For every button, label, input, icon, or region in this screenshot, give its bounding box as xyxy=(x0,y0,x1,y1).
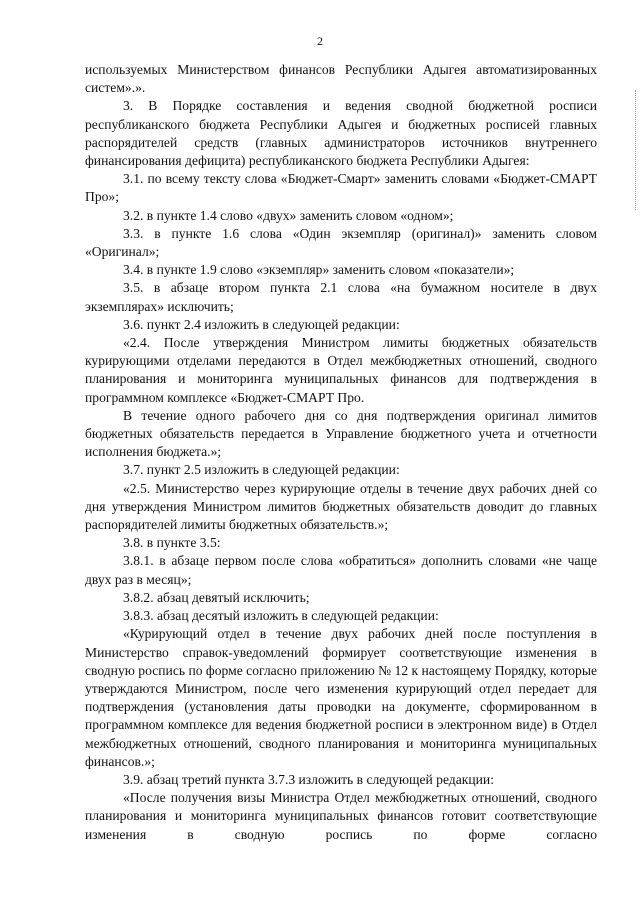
paragraph-item-3-1: 3.1. по всему тексту слова «Бюджет-Смарт» заменить словами «Бюджет-СМАРТ Про»; xyxy=(85,171,597,205)
paragraph-item-3-8-1: 3.8.1. в абзаце первом после слова «обратиться» дополнить словами «не чаще двух раз в месяц»; xyxy=(85,553,597,587)
paragraph-item-3: 3. В Порядке составления и ведения сводной бюджетной росписи республиканского бюджета Республики Адыгея и бюджетных росписей главных распорядителей средств (главных администраторов источников внутреннего финансирования дефицита) республиканского бюджета Республики Адыгея: xyxy=(85,98,597,169)
scan-edge-artifact xyxy=(629,90,636,210)
paragraph-item-3-2: 3.2. в пункте 1.4 слово «двух» заменить словом «одном»; xyxy=(123,207,454,223)
paragraph-quote-2-4: «2.4. После утверждения Министром лимиты бюджетных обязательств курирующими отделами передаются в Отдел межбюджетных отношений, сводного планирования и мониторинга муниципальных финансов для подтверждения в программном комплексе «Бюджет-СМАРТ Про. xyxy=(85,335,597,405)
paragraph-item-3-6: 3.6. пункт 2.4 изложить в следующей редакции: xyxy=(123,316,400,332)
paragraph-item-3-9: 3.9. абзац третий пункта 3.7.3 изложить в следующей редакции: xyxy=(123,771,494,787)
paragraph-quote-2-5: «2.5. Министерство через курирующие отделы в течение двух рабочих дней со дня утверждения Министром лимитов бюджетных обязательств доводит до главных распорядителей лимиты бюджетных обязательств.»; xyxy=(85,480,597,533)
paragraph-item-3-7: 3.7. пункт 2.5 изложить в следующей редакции: xyxy=(123,462,400,478)
paragraph-item-3-4: 3.4. в пункте 1.9 слово «экземпляр» заменить словом «показатели»; xyxy=(123,262,515,278)
paragraph-item-3-8: 3.8. в пункте 3.5: xyxy=(123,535,221,551)
paragraph-continuation: используемых Министерством финансов Республики Адыгея автоматизированных систем».». xyxy=(85,62,597,96)
page-number: 2 xyxy=(317,34,323,48)
paragraph-item-3-8-3: 3.8.3. абзац десятый изложить в следующей редакции: xyxy=(123,608,439,624)
document-body xyxy=(85,61,597,844)
paragraph-quote-visa: «После получения визы Министра Отдел межбюджетных отношений, сводного планирования и мониторинга муниципальных финансов готовит соответствующие изменения в сводную роспись по форме согласно xyxy=(85,790,597,842)
paragraph-item-3-3: 3.3. в пункте 1.6 слова «Один экземпляр (оригинал)» заменить словом «Оригинал»; xyxy=(85,225,597,260)
paragraph-quote-2-4-cont: В течение одного рабочего дня со дня подтверждения оригинал лимитов бюджетных обязательств передается в Управление бюджетного учета и отчетности исполнения бюджета.»; xyxy=(85,407,597,460)
paragraph-quote-curator: «Курирующий отдел в течение двух рабочих дней после поступления в Министерство справок-уведомлений формирует соответствующие изменения в сводную роспись по форме согласно приложению № 12 к настоящему Порядку, которые утверждаются Министром, после чего изменения курирующий отдел передает для подтверждения (установления даты проводки на документе, сформированном в программном комплексе для ведения бюджетной росписи в электронном виде) в Отдел межбюджетных отношений, сводного планирования и мониторинга муниципальных финансов.»; xyxy=(85,626,597,769)
paragraph-item-3-5: 3.5. в абзаце втором пункта 2.1 слова «на бумажном носителе в двух экземплярах» исключить; xyxy=(85,280,597,314)
paragraph-item-3-8-2: 3.8.2. абзац девятый исключить; xyxy=(123,589,310,605)
